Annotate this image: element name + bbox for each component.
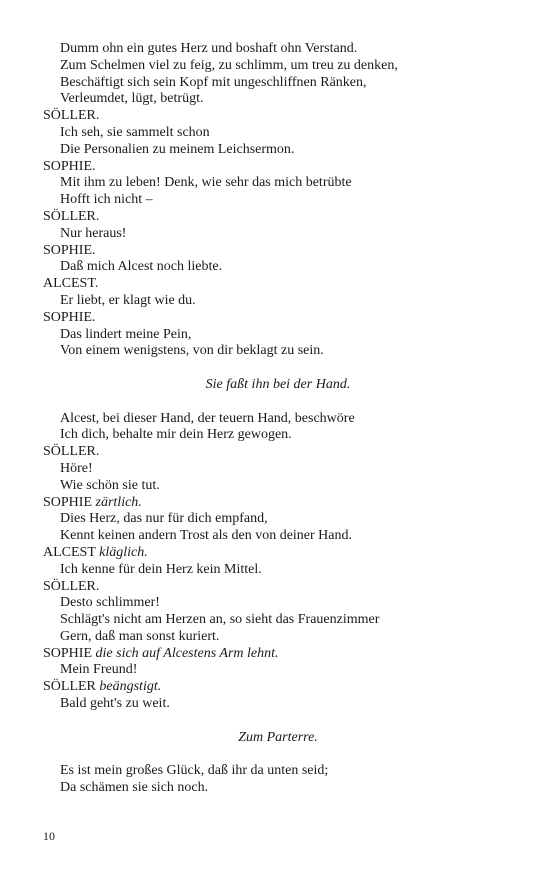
blank-line: [43, 746, 513, 763]
verse-line: Wie schön sie tut.: [60, 477, 160, 493]
verse-line: Es ist mein großes Glück, daß ihr da unten seid;: [60, 763, 329, 779]
page-number: 10: [43, 829, 55, 843]
speaker-name: SÖLLER.: [43, 578, 100, 594]
verse-line: Zum Schelmen viel zu feig, zu schlimm, um treu zu denken,: [60, 57, 398, 73]
speaker-name: ALCEST: [43, 544, 96, 560]
verse-line: Nur heraus!: [60, 225, 127, 241]
speaker-name: SÖLLER: [43, 679, 96, 695]
speaker-name: SOPHIE.: [43, 309, 96, 325]
speaker-name: SÖLLER.: [43, 444, 100, 460]
speaker-direction: zärtlich.: [95, 494, 142, 510]
speaker-line: [43, 646, 513, 663]
verse-line: Desto schlimmer!: [60, 595, 160, 611]
speaker-direction: beängstigt.: [99, 679, 162, 695]
speaker-name: SÖLLER.: [43, 208, 100, 224]
verse-line: Bald geht's zu weit.: [60, 696, 170, 712]
speaker-line: [43, 679, 513, 696]
verse-line: Da schämen sie sich noch.: [60, 780, 209, 796]
verse-line: Die Personalien zu meinem Leichsermon.: [60, 141, 295, 157]
speaker-direction: die sich auf Alcestens Arm lehnt.: [95, 645, 279, 661]
verse-line: Mit ihm zu leben! Denk, wie sehr das mich betrübte: [60, 175, 352, 191]
speaker-line: [43, 545, 513, 562]
verse-line: Gern, daß man sonst kuriert.: [60, 628, 220, 644]
play-text: [43, 41, 513, 797]
blank-line: [43, 713, 513, 730]
stage-direction: Sie faßt ihn bei der Hand.: [205, 376, 351, 392]
verse-line: Dumm ohn ein gutes Herz und boshaft ohn Verstand.: [60, 41, 358, 56]
speaker-line: [43, 495, 513, 512]
speaker-direction: kläglich.: [99, 544, 148, 560]
verse-line: Ich kenne für dein Herz kein Mittel.: [60, 561, 262, 577]
verse-line: Ich dich, behalte mir dein Herz gewogen.: [60, 427, 292, 443]
speaker-name: SOPHIE.: [43, 158, 96, 174]
verse-line: Kennt keinen andern Trost als den von deiner Hand.: [60, 528, 352, 544]
blank-line: [43, 360, 513, 377]
verse-line: Schlägt's nicht am Herzen an, so sieht das Frauenzimmer: [60, 612, 380, 628]
verse-line: Alcest, bei dieser Hand, der teuern Hand, beschwöre: [60, 410, 355, 426]
verse-line: Das lindert meine Pein,: [60, 326, 192, 342]
verse-line: Dies Herz, das nur für dich empfand,: [60, 511, 268, 527]
verse-line: Von einem wenigstens, von dir beklagt zu sein.: [60, 343, 324, 359]
verse-line: Verleumdet, lügt, betrügt.: [60, 91, 204, 107]
verse-line: Höre!: [60, 460, 93, 476]
speaker-name: SOPHIE: [43, 645, 93, 661]
speaker-name: ALCEST.: [43, 276, 99, 292]
verse-line: Er liebt, er klagt wie du.: [60, 292, 196, 308]
verse-line: Mein Freund!: [60, 662, 138, 678]
verse-line: Daß mich Alcest noch liebte.: [60, 259, 223, 275]
verse-line: Beschäftigt sich sein Kopf mit ungeschliffnen Ränken,: [60, 74, 367, 90]
stage-direction: Zum Parterre.: [238, 729, 318, 745]
speaker-name: SOPHIE.: [43, 242, 96, 258]
verse-line: Hofft ich nicht –: [60, 192, 153, 208]
verse-line: Ich seh, sie sammelt schon: [60, 124, 210, 140]
speaker-name: SOPHIE: [43, 494, 93, 510]
speaker-name: SÖLLER.: [43, 108, 100, 124]
blank-line: [43, 394, 513, 411]
